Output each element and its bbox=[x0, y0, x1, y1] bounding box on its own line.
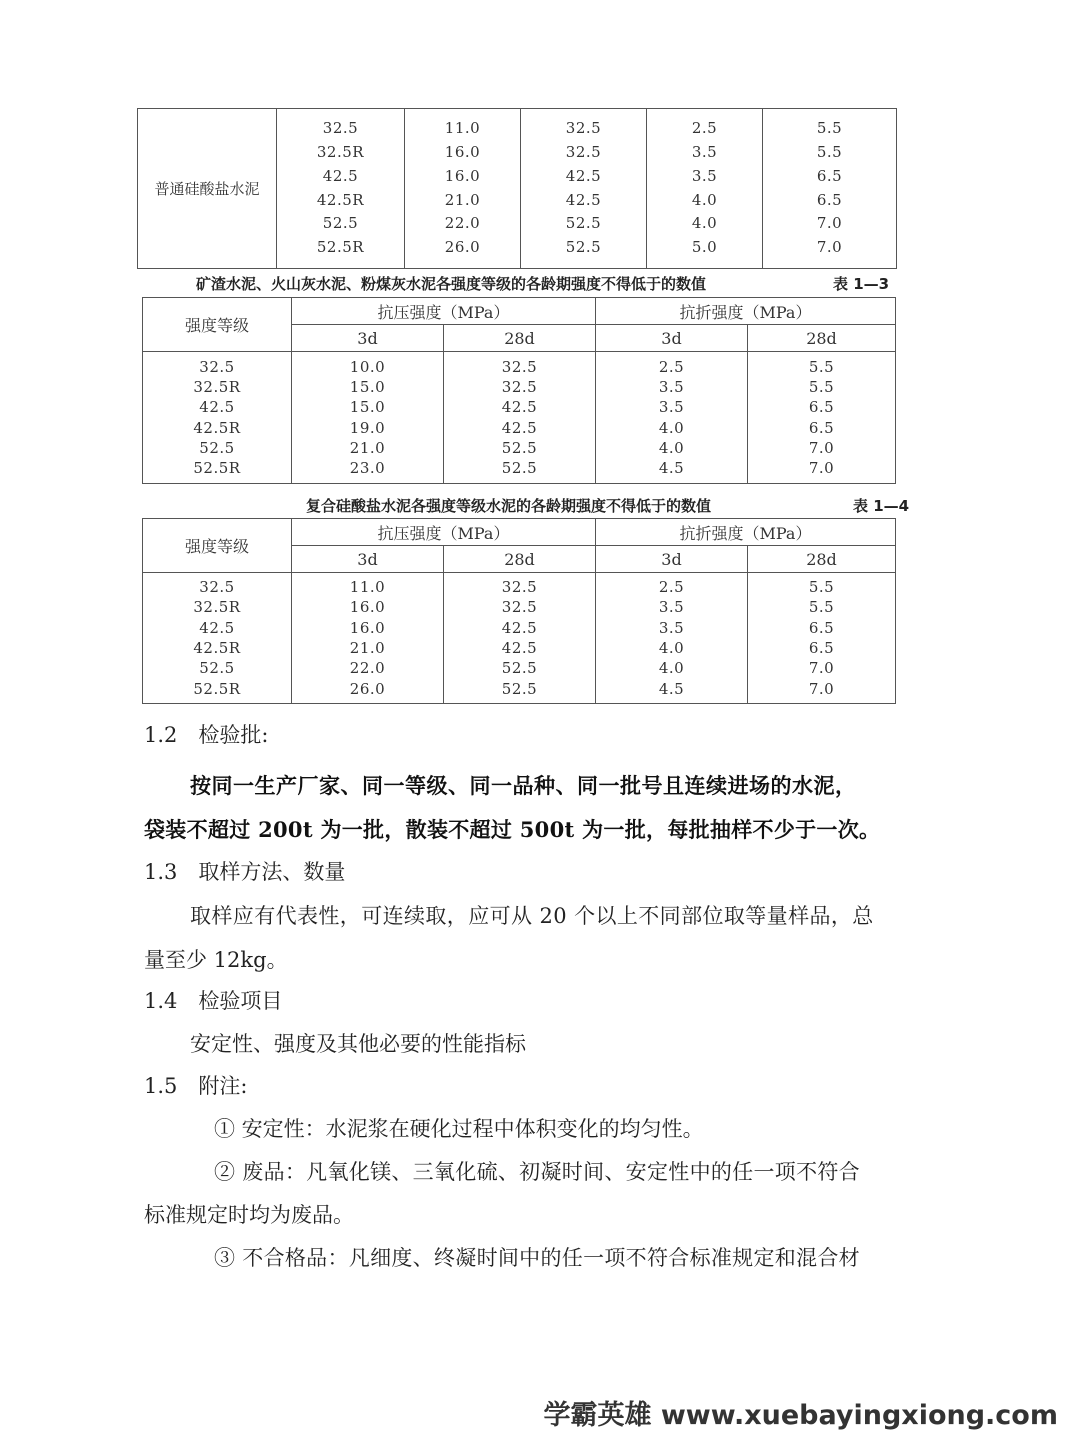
section-1-3-line1: 取样应有代表性，可连续取，应可从 20 个以上不同部位取等量样品，总 bbox=[190, 904, 874, 928]
note-2-line2: 标准规定时均为废品。 bbox=[144, 1203, 354, 1227]
table4-head-flex-28d: 28d bbox=[748, 546, 896, 573]
table4-caption: 复合硅酸盐水泥各强度等级水泥的各龄期强度不得低于的数值 bbox=[306, 497, 712, 515]
table3 bbox=[142, 297, 896, 484]
table4-head-comp-28d: 28d bbox=[444, 546, 596, 573]
table3-head-flex: 抗折强度（MPa） bbox=[596, 298, 896, 325]
table1-partial bbox=[137, 108, 897, 269]
table4-flex-28d: 5.5 5.5 6.5 6.5 7.0 7.0 bbox=[748, 573, 896, 704]
table3-head-grade: 强度等级 bbox=[143, 298, 292, 352]
table4 bbox=[142, 518, 896, 704]
table3-head-flex-3d: 3d bbox=[596, 325, 748, 352]
table4-grades: 32.5 32.5R 42.5 42.5R 52.5 52.5R bbox=[143, 573, 292, 704]
table4-comp-28d: 32.5 32.5 42.5 42.5 52.5 52.5 bbox=[444, 573, 596, 704]
table3-head-flex-28d: 28d bbox=[748, 325, 896, 352]
section-1-4-line1: 安定性、强度及其他必要的性能指标 bbox=[190, 1032, 526, 1056]
table3-comp-3d: 10.0 15.0 15.0 19.0 21.0 23.0 bbox=[292, 352, 444, 484]
comp-3d-cell: 11.0 16.0 16.0 21.0 22.0 26.0 bbox=[405, 109, 521, 269]
site-watermark: 学霸英雄 www.xuebayingxiong.com bbox=[543, 1400, 1058, 1431]
table4-head-flex: 抗折强度（MPa） bbox=[596, 519, 896, 546]
grades-cell: 32.5 32.5R 42.5 42.5R 52.5 52.5R bbox=[277, 109, 405, 269]
comp-28d-cell: 32.5 32.5 42.5 42.5 52.5 52.5 bbox=[521, 109, 647, 269]
note-3-line1: ③ 不合格品：凡细度、终凝时间中的任一项不符合标准规定和混合材 bbox=[214, 1246, 860, 1270]
table3-flex-3d: 2.5 3.5 3.5 4.0 4.0 4.5 bbox=[596, 352, 748, 484]
section-1-3-heading: 1.3 取样方法、数量 bbox=[144, 860, 346, 884]
section-1-2-bold-line1: 按同一生产厂家、同一等级、同一品种、同一批号且连续进场的水泥， bbox=[190, 773, 857, 798]
table4-head-grade: 强度等级 bbox=[143, 519, 292, 573]
table4-head-flex-3d: 3d bbox=[596, 546, 748, 573]
table3-grades: 32.5 32.5R 42.5 42.5R 52.5 52.5R bbox=[143, 352, 292, 484]
note-1: ① 安定性：水泥浆在硬化过程中体积变化的均匀性。 bbox=[214, 1117, 704, 1141]
section-1-4-heading: 1.4 检验项目 bbox=[144, 989, 283, 1013]
section-1-2-heading: 1.2 检验批: bbox=[144, 723, 269, 747]
cement-type-cell: 普通硅酸盐水泥 bbox=[138, 109, 277, 269]
table3-number: 表 1—3 bbox=[833, 275, 890, 293]
table3-caption-text: 矿渣水泥、火山灰水泥、粉煤灰水泥各强度等级的各龄期强度不得低于的数值 bbox=[196, 275, 707, 293]
section-1-5-heading: 1.5 附注: bbox=[144, 1074, 248, 1098]
table3-comp-28d: 32.5 32.5 42.5 42.5 52.5 52.5 bbox=[444, 352, 596, 484]
note-2-line1: ② 废品：凡氧化镁、三氧化硫、初凝时间、安定性中的任一项不符合 bbox=[214, 1160, 860, 1184]
flex-3d-cell: 2.5 3.5 3.5 4.0 4.0 5.0 bbox=[647, 109, 763, 269]
table3-head-comp: 抗压强度（MPa） bbox=[292, 298, 596, 325]
table4-head-comp-3d: 3d bbox=[292, 546, 444, 573]
section-1-3-line2: 量至少 12kg。 bbox=[144, 948, 288, 972]
table3-caption bbox=[196, 273, 706, 294]
table3-flex-28d: 5.5 5.5 6.5 6.5 7.0 7.0 bbox=[748, 352, 896, 484]
section-1-2-bold-line2: 袋装不超过 200t 为一批，散装不超过 500t 为一批，每批抽样不少于一次。 bbox=[144, 817, 881, 842]
table4-flex-3d: 2.5 3.5 3.5 4.0 4.0 4.5 bbox=[596, 573, 748, 704]
table4-number: 表 1—4 bbox=[853, 497, 910, 515]
table3-head-comp-3d: 3d bbox=[292, 325, 444, 352]
table4-comp-3d: 11.0 16.0 16.0 21.0 22.0 26.0 bbox=[292, 573, 444, 704]
table4-head-comp: 抗压强度（MPa） bbox=[292, 519, 596, 546]
flex-28d-cell: 5.5 5.5 6.5 6.5 7.0 7.0 bbox=[763, 109, 897, 269]
table3-head-comp-28d: 28d bbox=[444, 325, 596, 352]
